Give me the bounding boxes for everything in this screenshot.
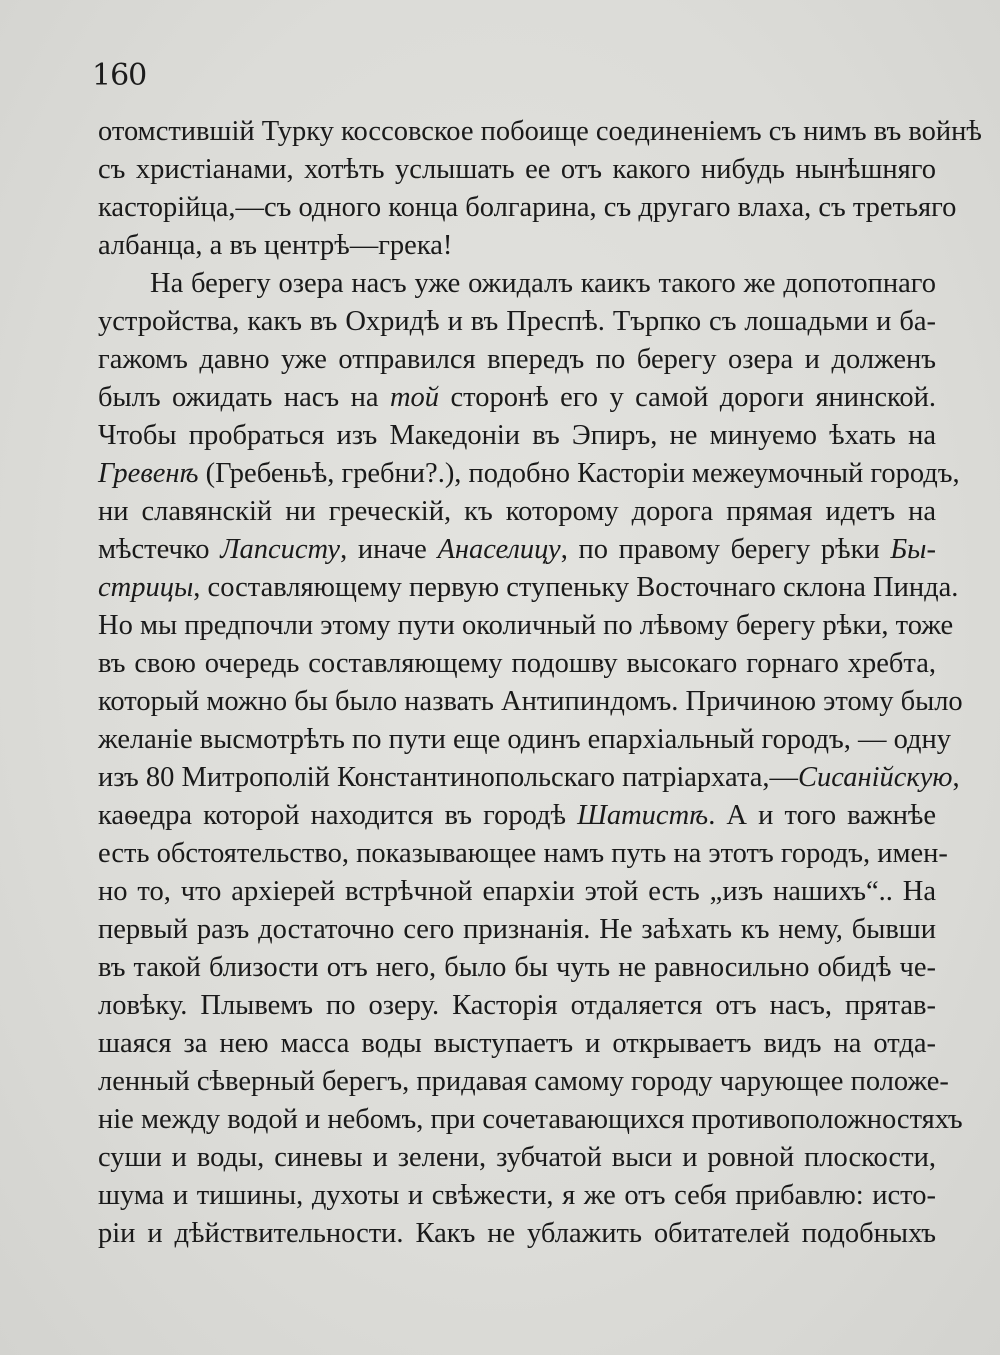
text-line: Гревенѣ (Гребеньѣ, гребни?.), подобно Касторіи межеумочный городъ, — [98, 458, 960, 489]
text-line: изъ 80 Митрополій Константинопольскаго патріархата,—Сисанійскую, — [98, 762, 960, 793]
italic-word: Гревенѣ — [98, 458, 199, 489]
text-line: гажомъ давно уже отправился впередъ по берегу озера и долженъ — [98, 344, 936, 375]
text-line: есть обстоятельство, показывающее намъ путь на этотъ городъ, имен- — [98, 838, 948, 869]
text-line: касторійца,—съ одного конца болгарина, съ другаго влаха, съ третьяго — [98, 192, 957, 223]
italic-word: той — [389, 382, 440, 413]
text-line: но то, что архіерей встрѣчной епархіи этой есть „изъ нашихъ“.. На — [98, 876, 936, 907]
italic-word: Бы- — [890, 534, 936, 565]
text-line: каѳедра которой находится въ городѣ Шатистѣ. А и того важнѣе — [98, 800, 936, 831]
text-line: шума и тишины, духоты и свѣжести, я же отъ себя прибавлю: исто- — [98, 1180, 936, 1211]
text-line: албанца, а въ центрѣ—грека! — [98, 230, 453, 261]
text-line: На берегу озера насъ уже ожидалъ каикъ такого же допотопнаго — [150, 268, 936, 299]
text-line: отомстившій Турку коссовское побоище соединеніемъ съ нимъ въ войнѣ — [98, 116, 982, 147]
text-line: первый разъ достаточно сего признанія. Не заѣхать къ нему, бывши — [98, 914, 936, 945]
text-line: ніе между водой и небомъ, при сочетавающихся противоположностяхъ — [98, 1104, 963, 1135]
italic-word: Сисанійскую — [798, 762, 953, 793]
text-line: съ христіанами, хотѣть услышать ее отъ какого нибудь нынѣшняго — [98, 154, 936, 185]
text-line: устройства, какъ въ Охридѣ и въ Преспѣ. Търпко съ лошадьми и ба- — [98, 306, 936, 337]
page-number: 160 — [92, 58, 147, 93]
italic-word: стрицы — [98, 572, 194, 603]
text-line: былъ ожидать насъ на той сторонѣ его у самой дороги янинской. — [98, 382, 936, 413]
text-line: стрицы, составляющему первую ступеньку Восточнаго склона Пинда. — [98, 572, 959, 603]
italic-word: Лапсисту — [220, 534, 341, 565]
italic-word: Шатистѣ — [577, 800, 709, 831]
text-line: шаяся за нею масса воды выступаетъ и открываетъ видъ на отда- — [98, 1028, 936, 1059]
text-line: Но мы предпочли этому пути околичный по лѣвому берегу рѣки, тоже — [98, 610, 954, 641]
text-line: мѣстечко Лапсисту, иначе Анаселицу, по правому берегу рѣки Бы- — [98, 534, 936, 565]
text-line: въ свою очередь составляющему подошву высокаго горнаго хребта, — [98, 648, 936, 679]
text-line: ленный сѣверный берегъ, придавая самому городу чарующее положе- — [98, 1066, 949, 1097]
text-line: въ такой близости отъ него, было бы чуть не равносильно обидѣ че- — [98, 952, 936, 983]
text-line: ловѣку. Плывемъ по озеру. Касторія отдаляется отъ насъ, прятав- — [98, 990, 936, 1021]
text-line: ни славянскій ни греческій, къ которому дорога прямая идетъ на — [98, 496, 936, 527]
text-line: Чтобы пробраться изъ Македоніи въ Эпиръ, не минуемо ѣхать на — [98, 420, 936, 451]
text-line: суши и воды, синевы и зелени, зубчатой выси и ровной плоскости, — [98, 1142, 936, 1173]
text-line: желаніе высмотрѣть по пути еще одинъ епархіальный городъ, — одну — [98, 724, 951, 755]
text-line: ріи и дѣйствительности. Какъ не ублажить обитателей подобныхъ — [98, 1218, 936, 1249]
italic-word: Анаселицу — [437, 534, 561, 565]
text-line: который можно бы было назвать Антипиндомъ. Причиною этому было — [98, 686, 963, 717]
